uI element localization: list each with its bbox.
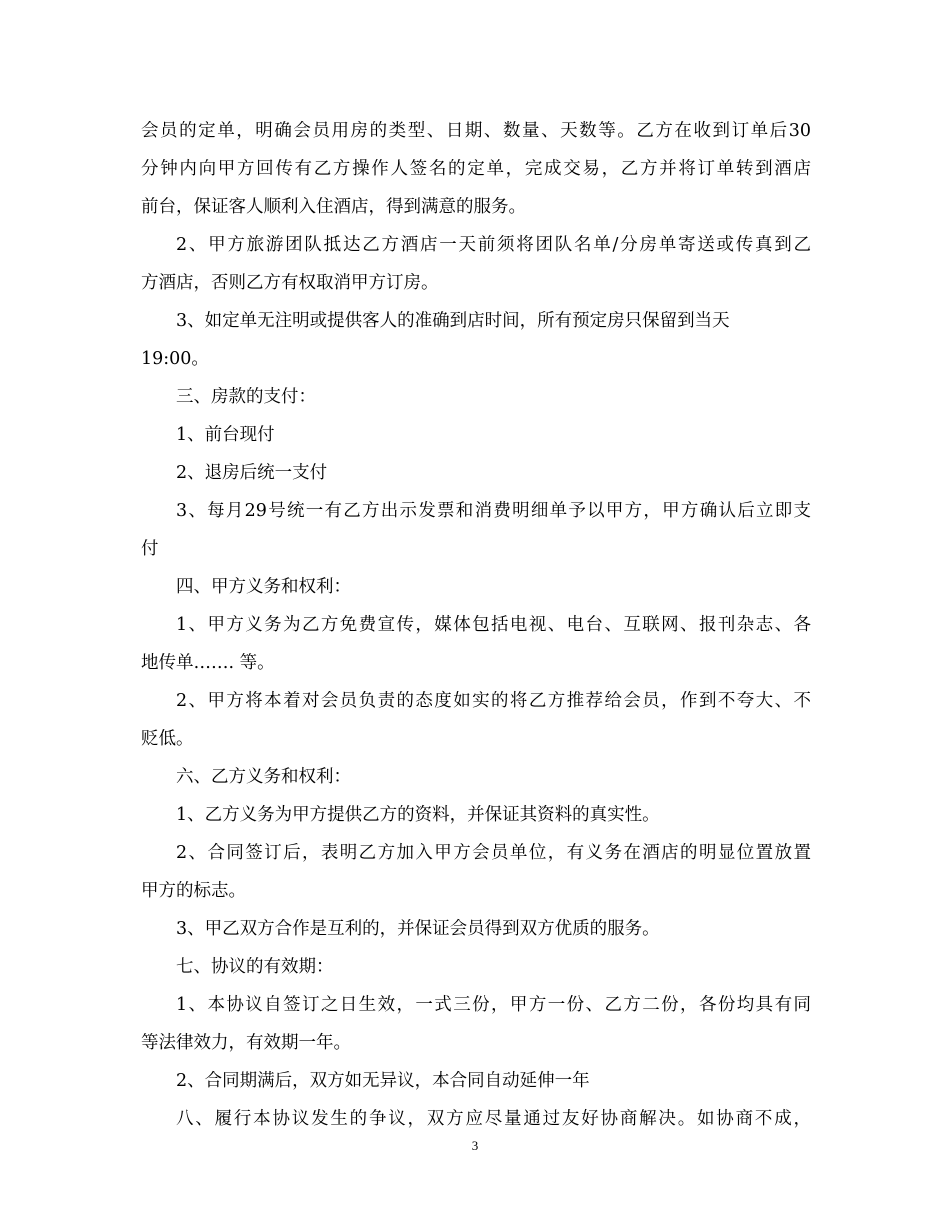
paragraph-line: 2、退房后统一支付: [176, 463, 328, 483]
paragraph-line: 等法律效力，有效期一年。: [141, 1033, 351, 1053]
paragraph-line: 1、本协议自签订之日生效，一式三份，甲方一份、乙方二份，各份均具有同: [176, 995, 811, 1015]
paragraph-line: 19:00。: [141, 349, 209, 369]
paragraph-line: 贬低。: [141, 729, 194, 749]
paragraph-line: 会员的定单，明确会员用房的类型、日期、数量、天数等。乙方在收到订单后30: [141, 121, 811, 141]
section-heading: 七、协议的有效期：: [176, 957, 334, 977]
paragraph-line: 2、合同签订后，表明乙方加入甲方会员单位，有义务在酒店的明显位置放置: [176, 843, 811, 863]
paragraph-line: 2、甲方将本着对会员负责的态度如实的将乙方推荐给会员，作到不夸大、不: [176, 691, 811, 711]
paragraph-line: 2、合同期满后，双方如无异议，本合同自动延伸一年: [176, 1071, 590, 1091]
paragraph-line: 前台，保证客人顺利入住酒店，得到满意的服务。: [141, 197, 526, 217]
paragraph-line: 1、前台现付: [176, 425, 275, 445]
section-heading: 三、房款的支付：: [176, 387, 316, 407]
paragraph-line: 地传单……. 等。: [141, 653, 275, 673]
paragraph-line: 方酒店，否则乙方有权取消甲方订房。: [141, 273, 439, 293]
paragraph-line: 1、乙方义务为甲方提供乙方的资料，并保证其资料的真实性。: [176, 805, 660, 825]
paragraph-line: 3、每月29号统一有乙方出示发票和消费明细单予以甲方，甲方确认后立即支: [176, 501, 811, 521]
document-body: [141, 116, 811, 1135]
paragraph-line: 甲方的标志。: [141, 881, 246, 901]
paragraph-line: 3、如定单无注明或提供客人的准确到店时间，所有预定房只保留到当天: [176, 311, 730, 331]
paragraph-line: 1、甲方义务为乙方免费宣传，媒体包括电视、电台、互联网、报刊杂志、各: [176, 615, 811, 635]
page-number: 3: [471, 1138, 479, 1153]
paragraph-line: 付: [141, 539, 159, 559]
section-heading: 六、乙方义务和权利：: [176, 767, 351, 787]
paragraph-line: 八、履行本协议发生的争议，双方应尽量通过友好协商解决。如协商不成，: [176, 1109, 811, 1129]
section-heading: 四、甲方义务和权利：: [176, 577, 351, 597]
paragraph-line: 分钟内向甲方回传有乙方操作人签名的定单，完成交易，乙方并将订单转到酒店: [141, 159, 811, 179]
paragraph-line: 3、甲乙双方合作是互利的，并保证会员得到双方优质的服务。: [176, 919, 660, 939]
paragraph-line: 2、甲方旅游团队抵达乙方酒店一天前须将团队名单/分房单寄送或传真到乙: [176, 235, 811, 255]
